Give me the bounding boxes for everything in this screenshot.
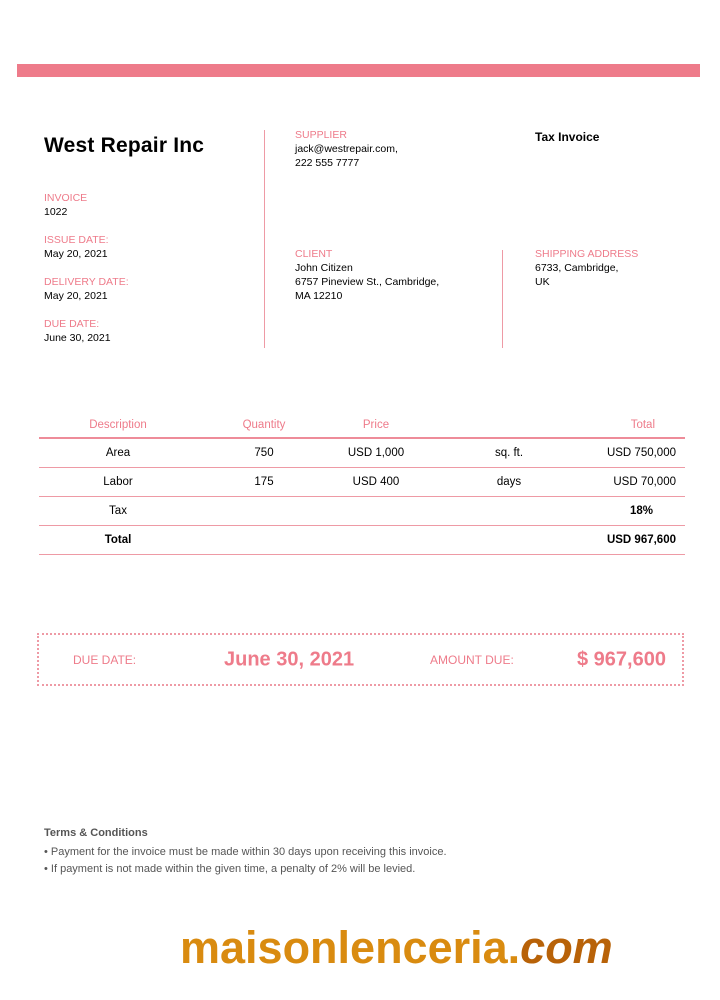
row-description: Labor — [103, 476, 133, 488]
document-type: Tax Invoice — [535, 130, 600, 144]
due-date: June 30, 2021 — [44, 332, 111, 344]
top-accent-bar — [17, 64, 700, 77]
grand-total-row — [39, 526, 685, 554]
supplier-block — [295, 129, 495, 170]
client-address-line2: MA 12210 — [295, 290, 343, 302]
terms-title: Terms & Conditions — [44, 827, 148, 839]
amount-due-box — [37, 633, 684, 686]
supplier-phone: 222 555 7777 — [295, 157, 360, 169]
table-divider — [39, 554, 685, 555]
terms-section — [44, 827, 664, 878]
company-name: West Repair Inc — [44, 134, 205, 157]
header-price: Price — [362, 419, 390, 431]
tax-value: 18% — [629, 505, 653, 517]
row-quantity: 750 — [254, 447, 274, 459]
row-quantity: 175 — [254, 476, 274, 488]
table-header-row — [39, 413, 685, 437]
shipping-country: UK — [535, 276, 550, 288]
invoice-label: INVOICE — [44, 192, 88, 204]
grand-total-value: USD 967,600 — [606, 534, 676, 546]
header-total: Total — [630, 419, 655, 431]
row-unit: days — [496, 476, 522, 488]
issue-date-label: ISSUE DATE: — [44, 234, 109, 246]
table-row — [39, 439, 685, 467]
row-total: USD 750,000 — [606, 447, 676, 459]
shipping-label: SHIPPING ADDRESS — [535, 248, 639, 260]
terms-item: • If payment is not made within the given time, a penalty of 2% will be levied. — [44, 863, 416, 875]
delivery-date-block — [44, 276, 254, 303]
row-total: USD 70,000 — [613, 476, 676, 488]
watermark-name: maisonlenceria. — [180, 922, 521, 973]
amount-due-value: $ 967,600 — [577, 648, 666, 670]
header-description: Description — [89, 419, 147, 431]
delivery-date: May 20, 2021 — [44, 290, 108, 302]
client-name: John Citizen — [295, 262, 353, 274]
delivery-date-label: DELIVERY DATE: — [44, 276, 129, 288]
tax-label: Tax — [109, 505, 127, 517]
due-box-date: June 30, 2021 — [224, 648, 355, 670]
row-price: USD 400 — [352, 476, 400, 488]
supplier-email: jack@westrepair.com, — [295, 143, 398, 155]
watermark-tld: com — [520, 922, 613, 973]
client-address: 6757 Pineview St., Cambridge, — [295, 276, 440, 288]
invoice-number-block — [44, 192, 254, 219]
shipping-address: 6733, Cambridge, — [535, 262, 619, 274]
table-row — [39, 468, 685, 496]
row-unit: sq. ft. — [494, 447, 524, 459]
invoice-number: 1022 — [44, 206, 68, 218]
tax-row — [39, 497, 685, 525]
row-description: Area — [105, 447, 131, 459]
divider-line — [264, 130, 265, 348]
line-items-table — [39, 413, 685, 555]
issue-date-block — [44, 234, 254, 261]
due-date-block — [44, 318, 254, 345]
row-price: USD 1,000 — [347, 447, 405, 459]
due-date-label: DUE DATE: — [44, 318, 100, 330]
watermark-logo — [180, 922, 613, 974]
amount-due-label: AMOUNT DUE: — [430, 652, 514, 667]
terms-item: • Payment for the invoice must be made within 30 days upon receiving this invoice. — [44, 846, 447, 858]
client-label: CLIENT — [295, 248, 333, 260]
supplier-label: SUPPLIER — [295, 129, 347, 141]
client-block — [295, 248, 495, 303]
header-quantity: Quantity — [242, 419, 286, 431]
grand-total-label: Total — [104, 534, 132, 546]
divider-line — [502, 250, 503, 348]
issue-date: May 20, 2021 — [44, 248, 108, 260]
shipping-block — [535, 248, 695, 289]
due-box-date-label: DUE DATE: — [73, 652, 137, 667]
